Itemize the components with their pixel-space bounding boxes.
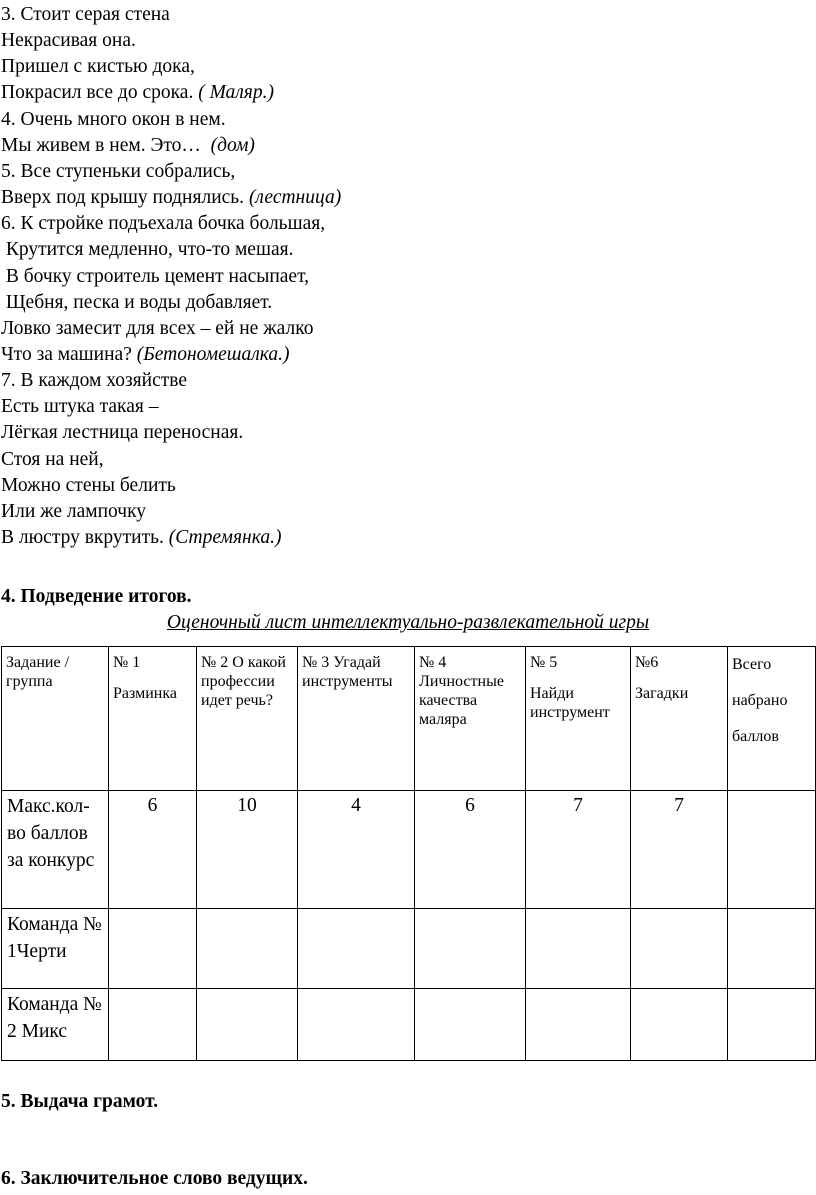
poem-line-text: Стоя на ней, [1, 448, 104, 470]
total-cell [728, 909, 816, 989]
section-5-title: 5. Выдача грамот. [1, 1091, 159, 1112]
table-caption: Оценочный лист интеллектуально-развлекательной игры [166, 612, 650, 633]
row-label-team-2: Команда № 2 Микс [2, 989, 109, 1061]
max-points-cell: 10 [197, 791, 298, 909]
poem-line [1, 239, 293, 261]
poem-line [1, 292, 272, 314]
header-contest-5: № 5 Найди инструмент [526, 647, 631, 791]
poem-line [1, 266, 309, 288]
score-cell [526, 989, 631, 1061]
poem-line-text: 3. Стоит серая стена [1, 4, 170, 25]
table-row-team-1 [2, 909, 816, 989]
poem-line [1, 318, 313, 340]
poem-line [1, 527, 281, 549]
score-cell [631, 909, 728, 989]
poem-line-text: Покрасил все до срока. [1, 82, 199, 104]
table-header-row [2, 647, 816, 791]
score-cell [415, 989, 526, 1061]
poem-line-text: В люстру вкрутить. [1, 527, 169, 548]
header-contest-2: № 2 О какой профессии идет речь? [197, 647, 298, 791]
score-cell [631, 989, 728, 1061]
poem-line-text: Есть штука такая – [1, 396, 159, 418]
poem-line-text: Мы живем в нем. Это… [1, 134, 211, 156]
header-contest-1: № 1 Разминка [109, 647, 197, 791]
score-cell [415, 909, 526, 989]
poem-line-text: Вверх под крышу поднялись. [1, 187, 249, 209]
table-row-team-2 [2, 989, 816, 1061]
poem-line-text: Что за машина? [1, 343, 137, 365]
poem-line-text: В бочку строитель цемент насыпает, [1, 265, 310, 287]
poem-line [1, 187, 341, 209]
section-6-title: 6. Заключительное слово ведущих. [1, 1168, 308, 1189]
riddle-answer: (дом) [210, 134, 255, 156]
row-label-max: Макс.кол-во баллов за конкурс [2, 791, 109, 909]
poem-line-text: Щебня, песка и воды добавляет. [1, 291, 273, 313]
riddle-answer: (лестница) [248, 187, 342, 209]
total-cell [728, 989, 816, 1061]
row-label-team-1: Команда № 1Черти [2, 909, 109, 989]
total-cell [728, 791, 816, 909]
header-task-group: Задание /группа [2, 647, 109, 791]
poem-line [1, 213, 325, 235]
poem-line-text: Некрасивая она. [1, 30, 136, 52]
score-table [1, 646, 816, 1061]
poem-line-text: Ловко замесит для всех – ей не жалко [1, 317, 314, 339]
poem-line-text: 4. Очень много окон в нем. [1, 108, 226, 130]
header-contest-3: № 3 Угадай инструменты [298, 647, 415, 791]
header-contest-6: №6 Загадки [631, 647, 728, 791]
score-cell [197, 909, 298, 989]
poem-line [1, 422, 243, 444]
poem-line [1, 56, 195, 78]
poem-line [1, 30, 136, 52]
poem-line-text: 7. В каждом хозяйстве [1, 370, 187, 392]
poem-line [1, 370, 187, 392]
riddle-answer: ( Маляр.) [198, 82, 274, 104]
poem-line-text: Или же лампочку [1, 500, 147, 522]
score-cell [526, 909, 631, 989]
table-row-max [2, 791, 816, 909]
poem-line-text: 6. К стройке подъехала бочка большая, [1, 213, 326, 235]
poem-line [1, 475, 176, 497]
section-4-title: 4. Подведение итогов. [1, 586, 192, 607]
score-cell [298, 909, 415, 989]
max-points-cell: 6 [109, 791, 197, 909]
poem-line [1, 4, 170, 26]
header-contest-4: № 4 Личностные качества маляра [415, 647, 526, 791]
riddle-answer: (Стремянка.) [168, 527, 282, 548]
poem-line [1, 396, 158, 418]
poem-line [1, 501, 146, 523]
poem-line-text: Лёгкая лестница переносная. [1, 422, 244, 444]
poem-line-text: Крутится медленно, что-то мешая. [1, 239, 294, 261]
header-total: Всего набрано баллов [728, 647, 816, 791]
poem-line [1, 449, 104, 471]
poem-line-text: Можно стены белить [1, 474, 176, 496]
poem-line-text: Пришел с кистью дока, [1, 56, 195, 78]
max-points-cell: 4 [298, 791, 415, 909]
poem-line [1, 109, 226, 131]
score-cell [197, 989, 298, 1061]
score-cell [109, 989, 197, 1061]
poem-line-text: 5. Все ступеньки собрались, [1, 160, 236, 182]
poem-line [1, 135, 255, 157]
poem-line [1, 344, 289, 366]
score-cell [109, 909, 197, 989]
poem-line [1, 82, 274, 104]
max-points-cell: 7 [526, 791, 631, 909]
score-cell [298, 989, 415, 1061]
max-points-cell: 7 [631, 791, 728, 909]
max-points-cell: 6 [415, 791, 526, 909]
riddle-answer: (Бетономешалка.) [136, 343, 290, 365]
poem-line [1, 161, 235, 183]
